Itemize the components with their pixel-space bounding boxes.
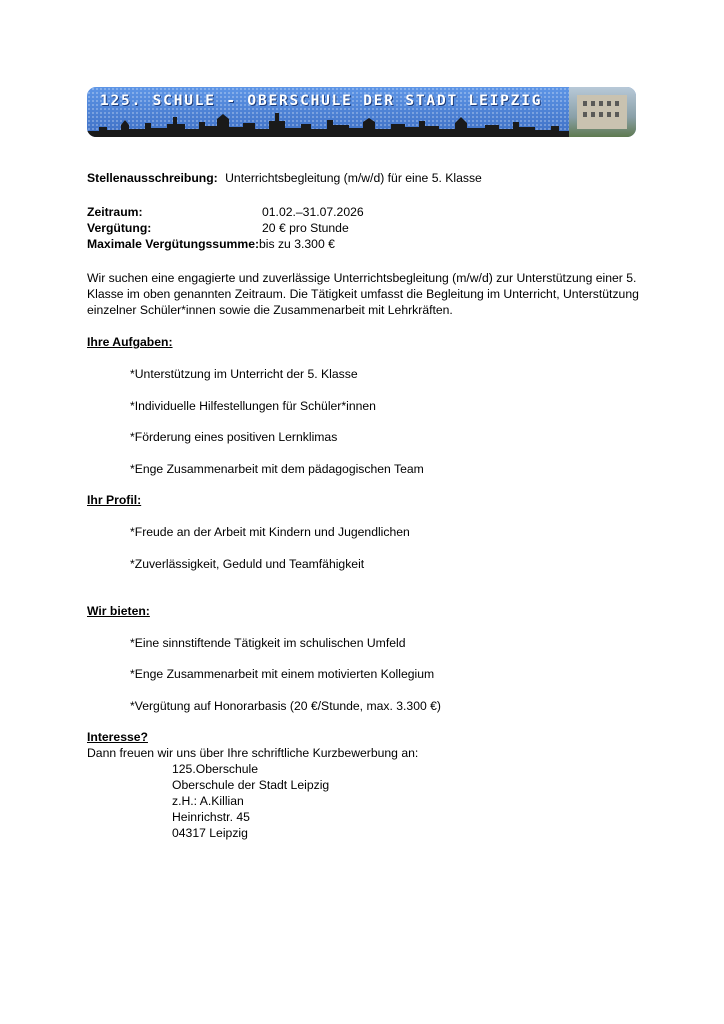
task-item: *Unterstützung im Unterricht der 5. Klasse [130, 367, 358, 381]
contact-heading: Interesse? [87, 730, 148, 744]
task-item: *Förderung eines positiven Lernklimas [130, 430, 338, 444]
pay-label: Vergütung: [87, 221, 152, 235]
period-value: 01.02.–31.07.2026 [262, 205, 364, 219]
posting-line [87, 170, 482, 186]
banner-title: 125. SCHULE - OBERSCHULE DER STADT LEIPZIG [100, 93, 543, 109]
city-skyline-image [87, 111, 569, 137]
profile-heading: Ihr Profil: [87, 493, 142, 507]
pay-value: 20 € pro Stunde [262, 221, 349, 235]
school-banner [87, 87, 636, 137]
max-pay-value: bis zu 3.300 € [259, 237, 335, 251]
posting-value: Unterrichtsbegleitung (m/w/d) für eine 5. Klasse [225, 171, 482, 185]
period-label: Zeitraum: [87, 205, 143, 219]
profile-item: *Freude an der Arbeit mit Kindern und Jugendlichen [130, 525, 410, 539]
address-line: 125.Oberschule [172, 762, 259, 776]
profile-item: *Zuverlässigkeit, Geduld und Teamfähigkeit [130, 557, 365, 571]
offer-item: *Enge Zusammenarbeit mit einem motivierten Kollegium [130, 667, 435, 681]
address-line: z.H.: A.Killian [172, 794, 244, 808]
offer-item: *Vergütung auf Honorarbasis (20 €/Stunde, max. 3.300 €) [130, 699, 441, 713]
intro-paragraph: Wir suchen eine engagierte und zuverlässige Unterrichtsbegleitung (m/w/d) zur Unterstützung einer 5. Klasse im oben genannten Zeitraum. Die Tätigkeit umfasst die Begleitung im Unterricht, Unterstützung einzelner Schüler*innen sowie die Zusammenarbeit mit Lehrkräften. [87, 271, 639, 317]
task-item: *Enge Zusammenarbeit mit dem pädagogischen Team [130, 462, 424, 476]
contact-text: Dann freuen wir uns über Ihre schriftliche Kurzbewerbung an: [87, 746, 419, 760]
max-pay-label: Maximale Vergütungssumme: [87, 237, 260, 251]
task-item: *Individuelle Hilfestellungen für Schüler*innen [130, 399, 376, 413]
address-line: 04317 Leipzig [172, 826, 248, 840]
address-line: Oberschule der Stadt Leipzig [172, 778, 330, 792]
posting-label: Stellenausschreibung: [87, 171, 218, 185]
offer-heading: Wir bieten: [87, 604, 150, 618]
school-building-photo [569, 87, 636, 137]
offer-item: *Eine sinnstiftende Tätigkeit im schulischen Umfeld [130, 636, 406, 650]
address-line: Heinrichstr. 45 [172, 810, 250, 824]
tasks-heading: Ihre Aufgaben: [87, 335, 173, 349]
